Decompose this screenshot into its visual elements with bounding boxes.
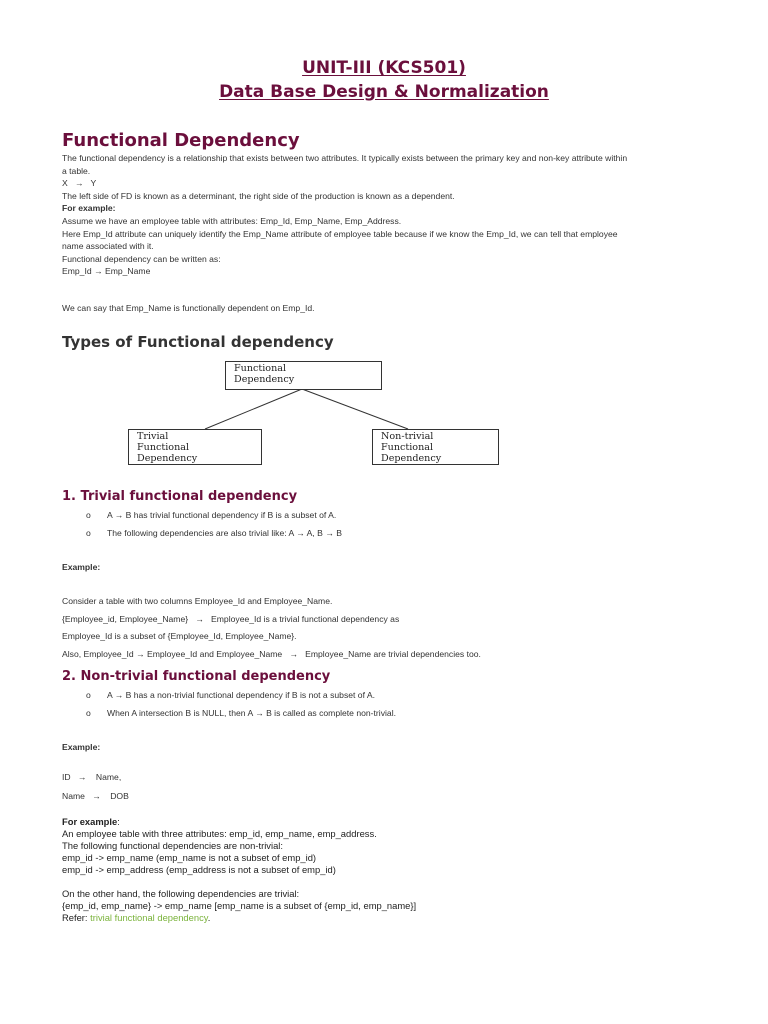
for-example-label: For example	[62, 816, 118, 827]
bullet-circle: o	[86, 690, 91, 700]
fd-xy: X → Y	[62, 178, 97, 189]
fd-paragraph	[62, 152, 698, 278]
section-heading-functional-dependency: Functional Dependency	[62, 130, 300, 151]
list-item: o A → B has a non-trivial functional dependency if B is not a subset of A.	[86, 690, 375, 700]
trivial-example-label: Example:	[62, 562, 101, 572]
trivial-fd-link[interactable]: trivial functional dependency	[90, 912, 208, 923]
non-trivial-example-label: Example:	[62, 742, 101, 752]
fd-intro-line-1: The functional dependency is a relationship that exists between two attributes. It typically exists between the primary key and non-key attribute within	[62, 153, 628, 163]
list-item: o When A intersection B is NULL, then A → B is called as complete non-trivial.	[86, 708, 396, 718]
fd-here-line-2: name associated with it.	[62, 241, 154, 252]
bullet-circle: o	[86, 510, 91, 520]
fd-intro-line-2: a table.	[62, 165, 91, 176]
trivial-example-body: Consider a table with two columns Employee_Id and Employee_Name. {Employee_id, Employee_Name} → Employee_Id is a trivial functional dependency as Employee_Id is a subset of {Employee_Id, Employee_Name}. Also, Employee_Id → Employee_Id and Employee_Name → Employee_Name are trivial dependencies too.	[62, 596, 481, 659]
section-heading-types: Types of Functional dependency	[62, 333, 334, 351]
fd-expression: Emp_Id → Emp_Name	[62, 266, 151, 277]
list-item: o A → B has trivial functional dependency if B is a subset of A.	[86, 510, 337, 520]
non-trivial-more: For example: An employee table with three attributes: emp_id, emp_name, emp_address. The following functional dependencies are non-trivial: emp_id -> emp_name (emp_name is not a subset of emp_id) emp_id -> emp_address (emp_address is not a subset of emp_id) On the other hand, the following dependencies are trivial: {emp_id, emp_name} -> emp_name [emp_name is a subset of {emp_id, emp_name}] Refer: trivial functional dependency.	[62, 816, 417, 923]
non-trivial-example-1: ID → Name,	[62, 772, 122, 782]
fd-we-can-say: We can say that Emp_Name is functionally dependent on Emp_Id.	[62, 303, 315, 313]
diagram-node-functional-dependency: Functional Dependency	[225, 361, 382, 390]
fd-for-example: For example:	[62, 203, 116, 214]
fd-lhs-text: The left side of FD is known as a determinant, the right side of the production is known as a dependent.	[62, 190, 455, 201]
unit-title: UNIT-III (KCS501)	[302, 58, 466, 78]
non-trivial-example-2: Name → DOB	[62, 791, 129, 801]
list-item: o The following dependencies are also trivial like: A → A, B → B	[86, 528, 343, 538]
fd-here-line-1: Here Emp_Id attribute can uniquely identify the Emp_Name attribute of employee table because if we know the Emp_Id, we can tell that employee	[62, 228, 618, 239]
heading-non-trivial-fd: 2. Non-trivial functional dependency	[62, 669, 331, 684]
page-title: Data Base Design & Normalization	[219, 82, 549, 102]
diagram-node-non-trivial: Non-trivial Functional Dependency	[372, 429, 499, 465]
fd-types-diagram	[0, 355, 768, 470]
heading-trivial-fd: 1. Trivial functional dependency	[62, 489, 298, 504]
fd-assume: Assume we have an employee table with attributes: Emp_Id, Emp_Name, Emp_Address.	[62, 215, 402, 226]
fd-written-as: Functional dependency can be written as:	[62, 253, 221, 264]
bullet-circle: o	[86, 708, 91, 718]
bullet-circle: o	[86, 528, 91, 538]
diagram-node-trivial: Trivial Functional Dependency	[128, 429, 262, 465]
